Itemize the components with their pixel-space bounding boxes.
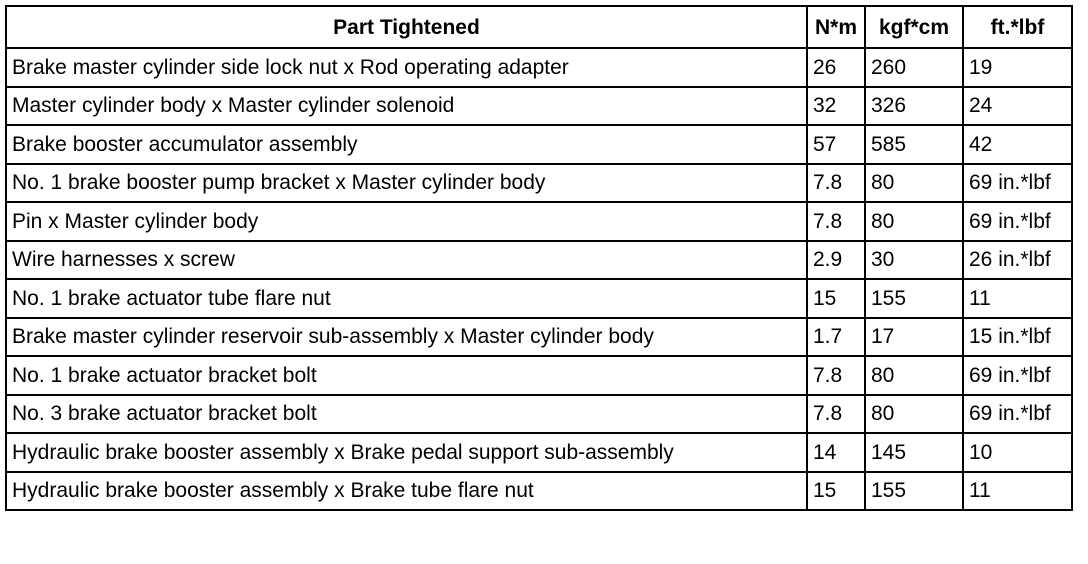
- cell-kgf-cm: 80: [865, 202, 963, 241]
- cell-ft-lbf: 10: [963, 433, 1072, 472]
- cell-ft-lbf: 42: [963, 125, 1072, 164]
- cell-ft-lbf: 15 in.*lbf: [963, 318, 1072, 357]
- table-row: [6, 279, 1072, 318]
- table-row: [6, 202, 1072, 241]
- table-header-row: [6, 6, 1072, 48]
- table-row: [6, 164, 1072, 203]
- table-row: [6, 472, 1072, 511]
- header-kgf-cm: kgf*cm: [865, 6, 963, 48]
- cell-ft-lbf: 69 in.*lbf: [963, 164, 1072, 203]
- cell-part: Wire harnesses x screw: [6, 241, 807, 280]
- cell-part: Hydraulic brake booster assembly x Brake pedal support sub-assembly: [6, 433, 807, 472]
- table-row: [6, 395, 1072, 434]
- cell-nm: 2.9: [807, 241, 865, 280]
- cell-part: Hydraulic brake booster assembly x Brake tube flare nut: [6, 472, 807, 511]
- cell-ft-lbf: 24: [963, 87, 1072, 126]
- cell-part: No. 1 brake booster pump bracket x Master cylinder body: [6, 164, 807, 203]
- cell-nm: 14: [807, 433, 865, 472]
- cell-kgf-cm: 155: [865, 279, 963, 318]
- table-row: [6, 87, 1072, 126]
- cell-part: Master cylinder body x Master cylinder solenoid: [6, 87, 807, 126]
- header-ft-lbf: ft.*lbf: [963, 6, 1072, 48]
- cell-ft-lbf: 11: [963, 279, 1072, 318]
- cell-nm: 1.7: [807, 318, 865, 357]
- header-nm: N*m: [807, 6, 865, 48]
- table-row: [6, 48, 1072, 87]
- cell-part: No. 1 brake actuator bracket bolt: [6, 356, 807, 395]
- cell-kgf-cm: 80: [865, 164, 963, 203]
- cell-part: Brake master cylinder side lock nut x Rod operating adapter: [6, 48, 807, 87]
- table-row: [6, 433, 1072, 472]
- header-part-tightened: Part Tightened: [6, 6, 807, 48]
- table-row: [6, 125, 1072, 164]
- cell-kgf-cm: 30: [865, 241, 963, 280]
- cell-nm: 7.8: [807, 395, 865, 434]
- cell-nm: 7.8: [807, 202, 865, 241]
- cell-part: No. 3 brake actuator bracket bolt: [6, 395, 807, 434]
- cell-part: Brake master cylinder reservoir sub-assembly x Master cylinder body: [6, 318, 807, 357]
- cell-ft-lbf: 19: [963, 48, 1072, 87]
- cell-part: Pin x Master cylinder body: [6, 202, 807, 241]
- cell-ft-lbf: 11: [963, 472, 1072, 511]
- cell-nm: 7.8: [807, 164, 865, 203]
- cell-kgf-cm: 155: [865, 472, 963, 511]
- cell-kgf-cm: 80: [865, 395, 963, 434]
- cell-ft-lbf: 69 in.*lbf: [963, 395, 1072, 434]
- cell-kgf-cm: 80: [865, 356, 963, 395]
- cell-nm: 7.8: [807, 356, 865, 395]
- table-row: [6, 318, 1072, 357]
- cell-kgf-cm: 145: [865, 433, 963, 472]
- cell-nm: 57: [807, 125, 865, 164]
- table-body: [6, 48, 1072, 510]
- cell-part: No. 1 brake actuator tube flare nut: [6, 279, 807, 318]
- cell-part: Brake booster accumulator assembly: [6, 125, 807, 164]
- cell-kgf-cm: 17: [865, 318, 963, 357]
- cell-nm: 15: [807, 279, 865, 318]
- cell-kgf-cm: 585: [865, 125, 963, 164]
- cell-ft-lbf: 69 in.*lbf: [963, 356, 1072, 395]
- cell-kgf-cm: 260: [865, 48, 963, 87]
- cell-nm: 15: [807, 472, 865, 511]
- cell-ft-lbf: 69 in.*lbf: [963, 202, 1072, 241]
- table-row: [6, 356, 1072, 395]
- table-row: [6, 241, 1072, 280]
- cell-kgf-cm: 326: [865, 87, 963, 126]
- cell-nm: 32: [807, 87, 865, 126]
- torque-spec-table: [5, 5, 1073, 511]
- cell-nm: 26: [807, 48, 865, 87]
- cell-ft-lbf: 26 in.*lbf: [963, 241, 1072, 280]
